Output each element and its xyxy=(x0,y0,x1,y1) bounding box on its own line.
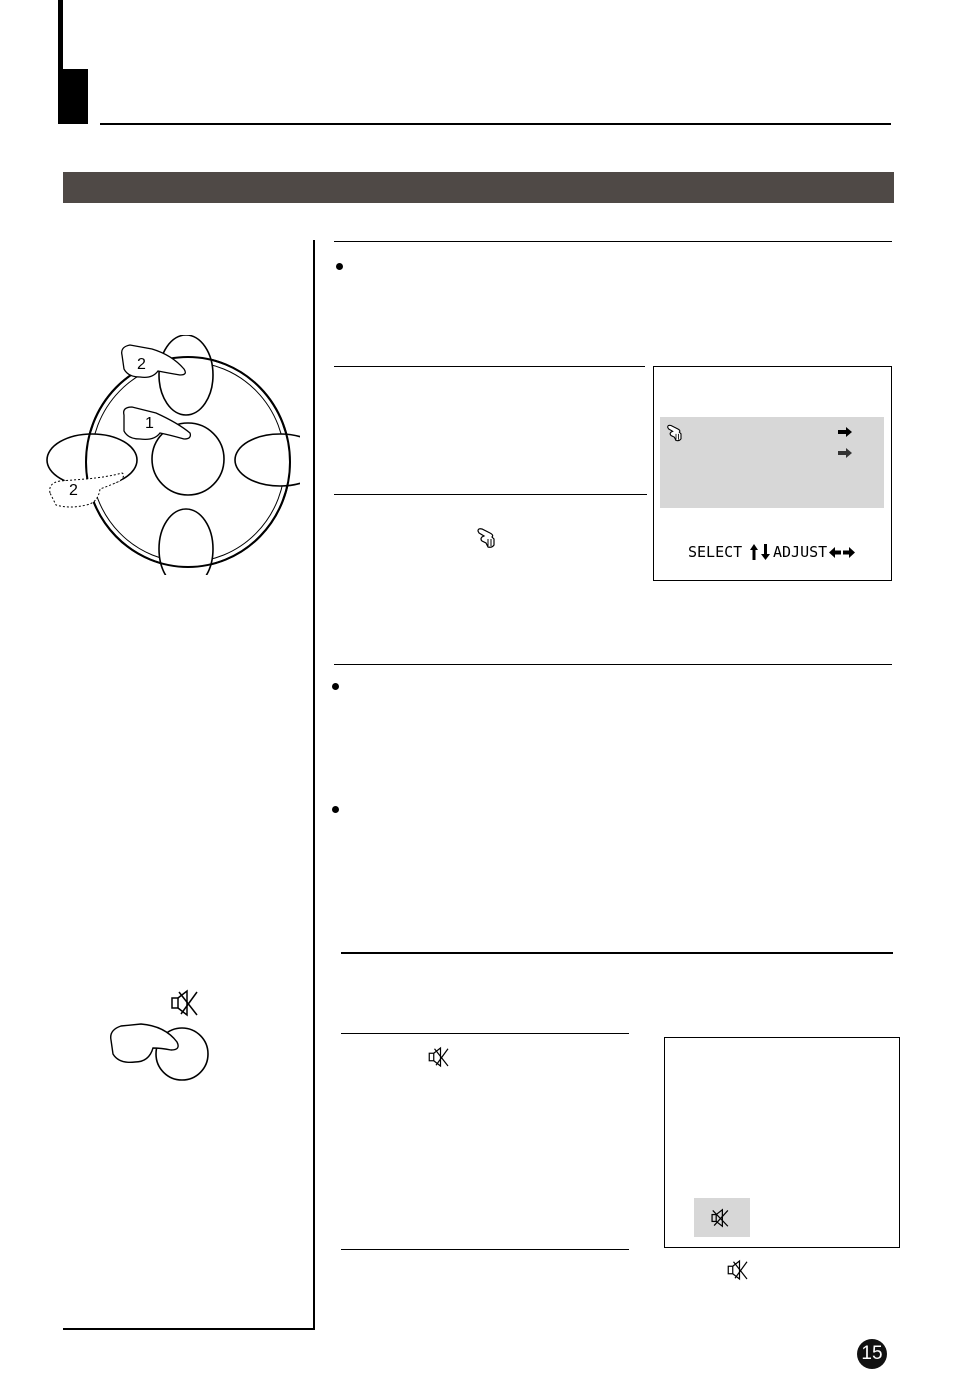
right-arrow-icon xyxy=(838,448,852,458)
section2-bullet-2 xyxy=(332,806,339,813)
remote-up-key[interactable] xyxy=(159,335,213,415)
mute-speaker-icon xyxy=(169,989,201,1017)
header-rule xyxy=(100,123,891,125)
section2-bullet-1 xyxy=(332,683,339,690)
mute-speaker-icon xyxy=(726,1259,750,1281)
right-arrow-icon xyxy=(838,427,852,437)
section1-bullet xyxy=(336,263,343,270)
mute-section-top-rule xyxy=(341,952,893,954)
step2-rule xyxy=(334,494,647,495)
page-number: 15 xyxy=(857,1339,887,1369)
mute-osd-indicator xyxy=(694,1198,750,1237)
section1-top-rule xyxy=(334,241,892,242)
osd-footer-select: SELECT xyxy=(688,543,743,561)
left-column-bottom-rule xyxy=(63,1328,315,1330)
osd-menu-screen xyxy=(653,366,892,581)
finger-center-label: 1 xyxy=(145,415,154,432)
mute-speaker-icon xyxy=(427,1046,451,1068)
pointer-hand-icon xyxy=(666,423,686,443)
mute-osd-screen xyxy=(664,1037,900,1248)
pointer-hand-icon xyxy=(476,527,500,549)
mute-step2-rule xyxy=(341,1249,629,1250)
osd-footer-adjust: ADJUST xyxy=(773,543,828,561)
mute-step1-rule xyxy=(341,1033,629,1034)
finger-top-label: 2 xyxy=(137,356,146,373)
mute-speaker-icon xyxy=(710,1208,732,1228)
left-column-divider xyxy=(313,240,315,1330)
up-down-arrows-icon xyxy=(750,544,772,560)
mute-button-diagram xyxy=(105,1018,215,1086)
section2-top-rule xyxy=(334,664,892,665)
header-tab-block xyxy=(58,69,88,124)
section-title-band xyxy=(63,172,894,203)
remote-navigation-diagram xyxy=(40,335,300,575)
finger-left-label: 2 xyxy=(69,482,78,499)
left-right-arrows-icon xyxy=(829,547,855,558)
step1-rule xyxy=(334,366,645,367)
